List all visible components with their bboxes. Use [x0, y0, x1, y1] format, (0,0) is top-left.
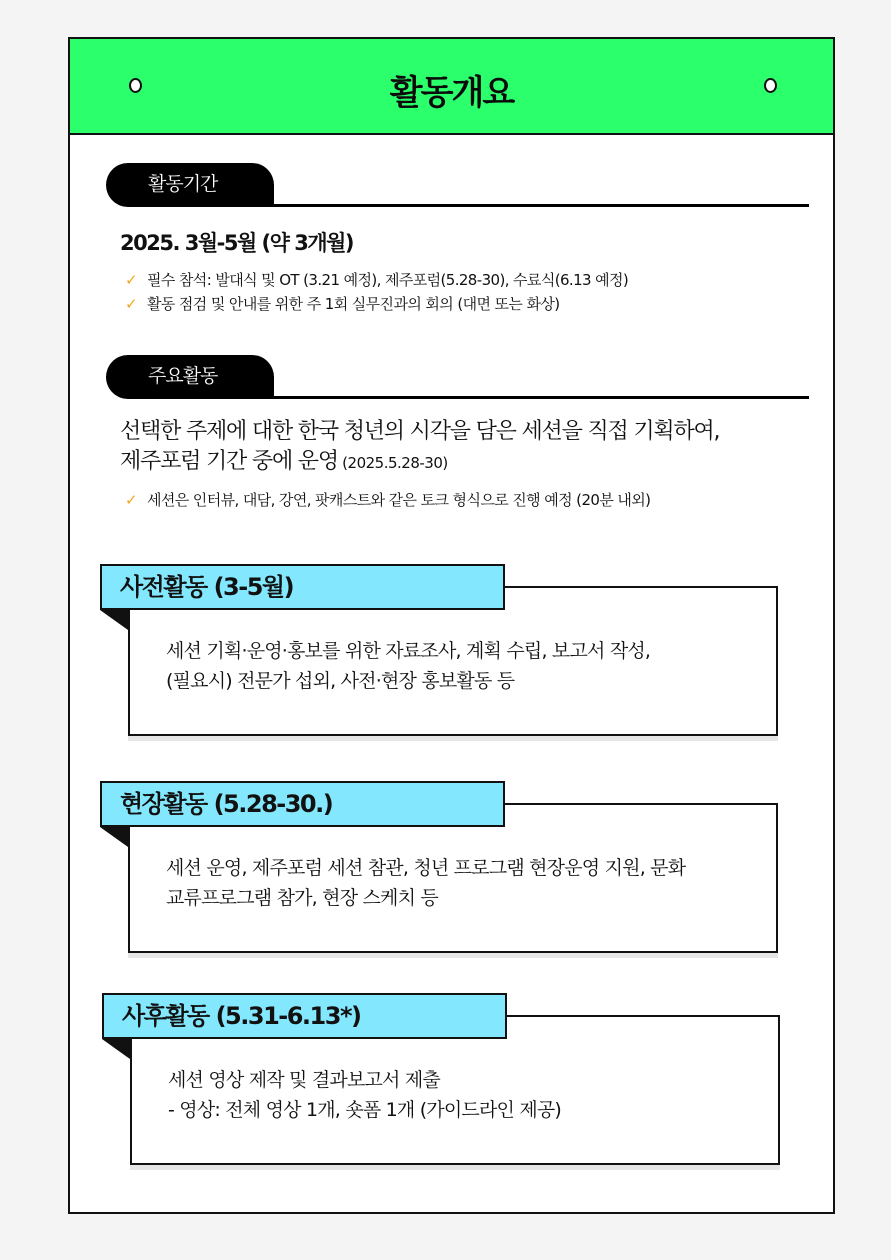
- activity-post: [102, 993, 782, 1173]
- divider: [266, 204, 809, 207]
- activity-pre: [100, 564, 780, 744]
- activity-tag: 현장활동 (5.28-30.): [100, 781, 505, 827]
- check-icon: ✓: [125, 295, 137, 313]
- activity-text: 세션 영상 제작 및 결과보고서 제출 - 영상: 전체 영상 1개, 숏폼 1개 (가이드라인 제공): [168, 1069, 562, 1121]
- activity-tag: 사후활동 (5.31-6.13*): [102, 993, 507, 1039]
- main-description: 선택한 주제에 대한 한국 청년의 시각을 담은 세션을 직접 기획하여, 제주포럼 기간 중에 운영 (2025.5.28-30): [120, 419, 720, 474]
- section-label-period: 활동기간: [106, 163, 274, 207]
- page-title: 활동개요: [389, 73, 514, 113]
- list-item: ✓ 필수 참석: 발대식 및 OT (3.21 예정), 제주포럼(5.28-30), 수료식(6.13 예정): [125, 271, 629, 289]
- divider: [266, 396, 809, 399]
- section-label-main: 주요활동: [106, 355, 274, 399]
- main-list: [125, 488, 650, 512]
- fold-corner-icon: [102, 1039, 130, 1059]
- period-title: 2025. 3월-5월 (약 3개월): [120, 231, 354, 255]
- activity-overview-card: [68, 37, 835, 1214]
- list-item: ✓ 활동 점검 및 안내를 위한 주 1회 실무진과의 회의 (대면 또는 화상): [125, 295, 560, 313]
- check-icon: ✓: [125, 491, 137, 509]
- activity-tag: 사전활동 (3-5월): [100, 564, 505, 610]
- punch-hole-icon: [764, 78, 777, 93]
- list-item: ✓ 세션은 인터뷰, 대담, 강연, 팟캐스트와 같은 토크 형식으로 진행 예정 (20분 내외): [125, 491, 651, 509]
- check-icon: ✓: [125, 271, 137, 289]
- section-header-period: [106, 163, 809, 209]
- header-banner: [70, 39, 833, 135]
- activity-text: 세션 기획·운영·홍보를 위한 자료조사, 계획 수립, 보고서 작성, (필요시) 전문가 섭외, 사전·현장 홍보활동 등: [166, 640, 651, 692]
- section-header-main: [106, 355, 809, 401]
- activity-onsite: [100, 781, 780, 961]
- fold-corner-icon: [100, 827, 128, 847]
- activity-text: 세션 운영, 제주포럼 세션 참관, 청년 프로그램 현장운영 지원, 문화 교류프로그램 참가, 현장 스케치 등: [166, 857, 686, 909]
- period-list: [125, 268, 628, 316]
- fold-corner-icon: [100, 610, 128, 630]
